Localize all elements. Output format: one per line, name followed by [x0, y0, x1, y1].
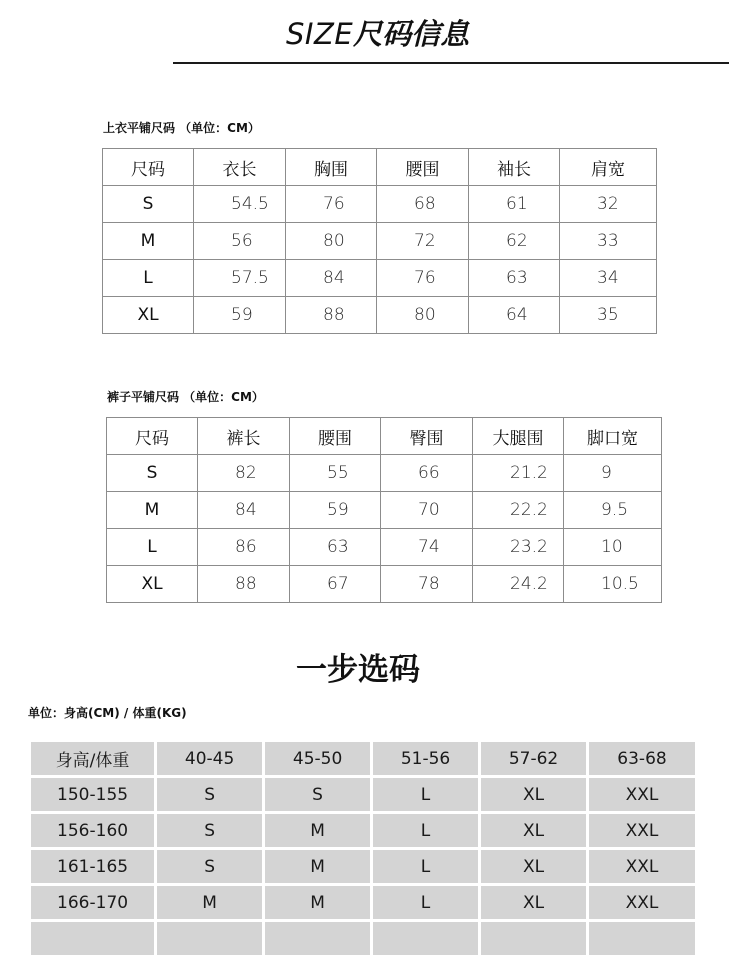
size-cell: XL [481, 886, 586, 919]
header-cell: 腰围 [377, 149, 469, 186]
pants-size-caption: 裤子平铺尺码 （单位：CM） [107, 390, 264, 404]
size-cell: S [107, 455, 198, 492]
value-cell: 67 [290, 566, 381, 603]
size-cell: XL [107, 566, 198, 603]
header-cell: 63-68 [589, 742, 695, 775]
page-title [286, 14, 526, 54]
size-cell: XXL [589, 850, 695, 883]
value-cell: 76 [286, 186, 377, 223]
header-cell: 45-50 [265, 742, 370, 775]
size-cell: XL [481, 814, 586, 847]
size-cell: M [265, 814, 370, 847]
value-cell: 54.5 [194, 186, 286, 223]
size-cell: M [265, 850, 370, 883]
table-header-row [31, 742, 695, 775]
header-cell: 肩宽 [560, 149, 657, 186]
page-title-en: SIZE [286, 17, 354, 51]
table-row [31, 778, 695, 811]
table-row [107, 529, 662, 566]
header-cell: 57-62 [481, 742, 586, 775]
value-cell: 34 [560, 260, 657, 297]
size-cell: S [157, 850, 262, 883]
size-cell: M [103, 223, 194, 260]
header-cell: 裤长 [198, 418, 290, 455]
header-cell: 腰围 [290, 418, 381, 455]
value-cell: 72 [377, 223, 469, 260]
value-cell: 10.5 [564, 566, 662, 603]
value-cell: 21.2 [473, 455, 564, 492]
table-row [103, 186, 657, 223]
size-picker-caption: 单位：身高(CM) / 体重(KG) [28, 706, 187, 720]
value-cell: 9.5 [564, 492, 662, 529]
size-cell: S [157, 778, 262, 811]
size-cell: XXL [589, 886, 695, 919]
size-cell: XL [481, 778, 586, 811]
size-cell: S [157, 814, 262, 847]
size-cell: XL [103, 297, 194, 334]
value-cell: 62 [469, 223, 560, 260]
size-cell: L [373, 886, 478, 919]
value-cell: 33 [560, 223, 657, 260]
value-cell: 63 [469, 260, 560, 297]
pants-size-table [106, 417, 662, 603]
value-cell: 78 [381, 566, 473, 603]
height-range-cell: 166-170 [31, 886, 154, 919]
table-row [31, 814, 695, 847]
value-cell: 80 [377, 297, 469, 334]
value-cell: 55 [290, 455, 381, 492]
value-cell: 64 [469, 297, 560, 334]
value-cell: 76 [377, 260, 469, 297]
size-cell: M [107, 492, 198, 529]
table-header-row [107, 418, 662, 455]
size-cell: S [265, 778, 370, 811]
table-row [107, 492, 662, 529]
header-cell: 40-45 [157, 742, 262, 775]
table-row [107, 455, 662, 492]
size-cell: XXL [589, 814, 695, 847]
size-cell: L [373, 814, 478, 847]
header-cell: 袖长 [469, 149, 560, 186]
size-cell: XL [481, 850, 586, 883]
table-row [103, 297, 657, 334]
table-row [107, 566, 662, 603]
header-cell: 脚口宽 [564, 418, 662, 455]
value-cell: 88 [198, 566, 290, 603]
header-cell: 尺码 [103, 149, 194, 186]
size-cell: M [157, 886, 262, 919]
top-size-table [102, 148, 657, 334]
value-cell: 84 [198, 492, 290, 529]
value-cell: 59 [194, 297, 286, 334]
value-cell: 35 [560, 297, 657, 334]
value-cell: 66 [381, 455, 473, 492]
value-cell: 22.2 [473, 492, 564, 529]
size-cell: M [265, 886, 370, 919]
value-cell: 63 [290, 529, 381, 566]
size-picker-title: 一步选码 [296, 652, 420, 688]
table-row [31, 886, 695, 919]
header-cell: 尺码 [107, 418, 198, 455]
value-cell: 88 [286, 297, 377, 334]
size-cell: L [103, 260, 194, 297]
value-cell: 80 [286, 223, 377, 260]
header-cell: 身高/体重 [31, 742, 154, 775]
height-range-cell: 161-165 [31, 850, 154, 883]
size-cell: L [107, 529, 198, 566]
header-cell: 衣长 [194, 149, 286, 186]
value-cell: 23.2 [473, 529, 564, 566]
header-cell: 51-56 [373, 742, 478, 775]
value-cell: 59 [290, 492, 381, 529]
page-title-zh: 尺码信息 [353, 17, 470, 51]
table-row [31, 850, 695, 883]
value-cell: 57.5 [194, 260, 286, 297]
table-row [103, 223, 657, 260]
header-cell: 胸围 [286, 149, 377, 186]
height-range-cell: 150-155 [31, 778, 154, 811]
value-cell: 70 [381, 492, 473, 529]
size-cell: L [373, 778, 478, 811]
value-cell: 24.2 [473, 566, 564, 603]
size-cell: S [103, 186, 194, 223]
value-cell: 61 [469, 186, 560, 223]
value-cell: 84 [286, 260, 377, 297]
value-cell: 32 [560, 186, 657, 223]
header-cell: 臀围 [381, 418, 473, 455]
size-picker-table [28, 739, 698, 958]
top-size-caption: 上衣平铺尺码 （单位：CM） [103, 121, 260, 135]
header-cell: 大腿围 [473, 418, 564, 455]
value-cell: 86 [198, 529, 290, 566]
value-cell: 68 [377, 186, 469, 223]
value-cell: 74 [381, 529, 473, 566]
value-cell: 10 [564, 529, 662, 566]
value-cell: 9 [564, 455, 662, 492]
table-header-row [103, 149, 657, 186]
size-cell: L [373, 850, 478, 883]
table-row [103, 260, 657, 297]
size-cell: XXL [589, 778, 695, 811]
height-range-cell: 156-160 [31, 814, 154, 847]
title-underline-divider [173, 62, 729, 64]
value-cell: 82 [198, 455, 290, 492]
value-cell: 56 [194, 223, 286, 260]
